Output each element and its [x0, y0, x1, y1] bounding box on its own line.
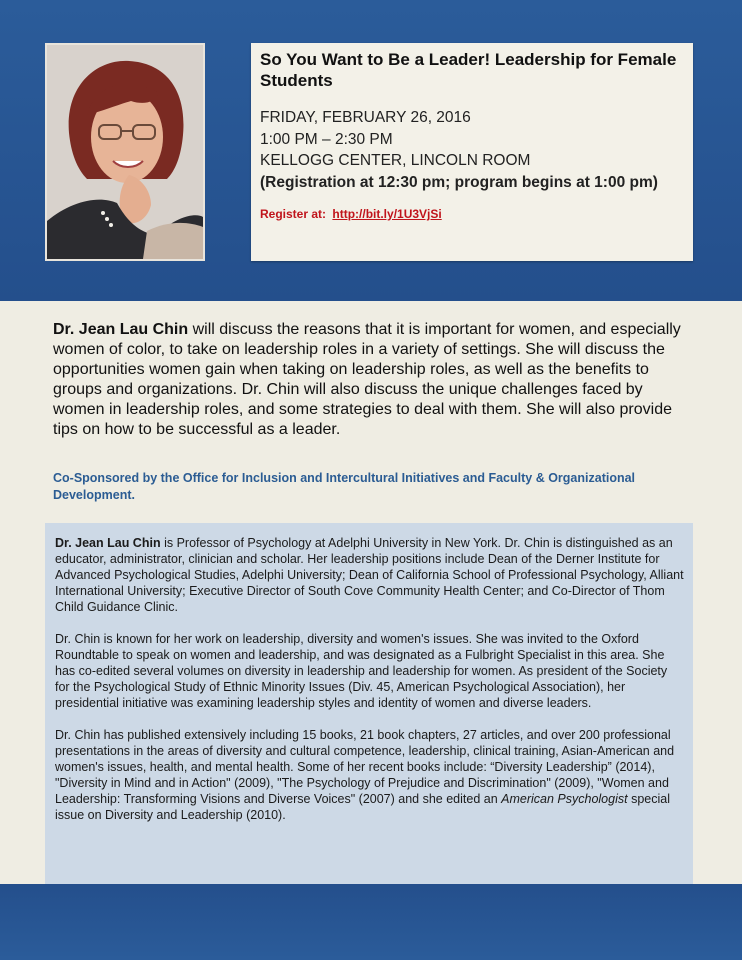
event-date: FRIDAY, FEBRUARY 26, 2016	[260, 109, 471, 126]
register-label: Register at:	[260, 207, 327, 221]
bio-p3-text-a: Dr. Chin has published extensively including 15 books, 21 book chapters, 27 articles, and over 200 professional presentations in the areas of diversity and cultural competence, leadership, clinical training, Asian-American and women's issues, health, and mental health. Some of her recent books include: “Diversity Leadership” (2014), "Diversity in Mind and in Action" (2009), "The Psychology of Prejudice and Discrimination" (2009), "Women and Leadership: Transforming Visions and Diverse Voices" (2007) and she edited an	[55, 728, 675, 806]
bio-paragraph-2: Dr. Chin is known for her work on leadership, diversity and women's issues. She was invited to the Oxford Roundtable to speak on women and leadership, and was designated as a Fulbright Specialist in this area. She has co-edited several volumes on diversity in leadership and leadership for women. As president of the Society for the Psychological Study of Ethnic Minority Issues (Div. 45, American Psychological Association), her presidential initiative was examining leadership styles and identity of women and diverse leaders.	[55, 632, 668, 710]
register-link[interactable]: http://bit.ly/1U3VjSi	[332, 207, 442, 221]
intro-text: will discuss the reasons that it is important for women, and especially women of color, to take on leadership roles in a variety of settings. She will discuss the opportunities women gain when taking on leadership roles, as well as the benefits to groups and organizations. Dr. Chin will also discuss the unique challenges faced by women in leadership roles, and some strategies to deal with them. She will also provide tips on how to be successful as a leader.	[53, 321, 681, 438]
bio-name: Dr. Jean Lau Chin	[55, 536, 161, 550]
bio-paragraph-3	[55, 727, 685, 823]
cosponsor-note: Co-Sponsored by the Office for Inclusion and Intercultural Initiatives and Faculty & Organizational Development.	[53, 471, 636, 502]
register-line	[260, 207, 683, 221]
bio-journal-title: American Psychologist	[501, 792, 628, 806]
bio-p3-text-b: special issue on Diversity and Leadership (2010).	[55, 792, 670, 822]
bio-p1-text: is Professor of Psychology at Adelphi University in New York. Dr. Chin is distinguished as an educator, administrator, clinician and scholar. Her leadership positions include Dean of the Derner Institute for Advanced Psychological Studies, Adelphi University; Dean of California School of Professional Psychology, Alliant International University; Executive Director of South Cove Community Health Center; and Co-Director of Thom Child Guidance Clinic.	[55, 536, 684, 614]
event-details	[260, 107, 683, 193]
event-time: 1:00 PM – 2:30 PM	[260, 130, 393, 148]
footer-band	[0, 884, 742, 960]
speaker-bio	[45, 523, 693, 884]
event-location: KELLOGG CENTER, LINCOLN ROOM	[260, 152, 531, 169]
intro-paragraph	[53, 320, 693, 440]
registration-note: (Registration at 12:30 pm; program begins at 1:00 pm)	[260, 173, 658, 191]
bio-paragraph-1	[55, 535, 685, 615]
event-info-card	[251, 43, 693, 261]
intro-speaker-name: Dr. Jean Lau Chin	[53, 321, 189, 338]
event-title: So You Want to Be a Leader! Leadership for Female Students	[260, 50, 677, 90]
speaker-portrait-illustration	[47, 45, 203, 259]
speaker-photo	[45, 43, 205, 261]
